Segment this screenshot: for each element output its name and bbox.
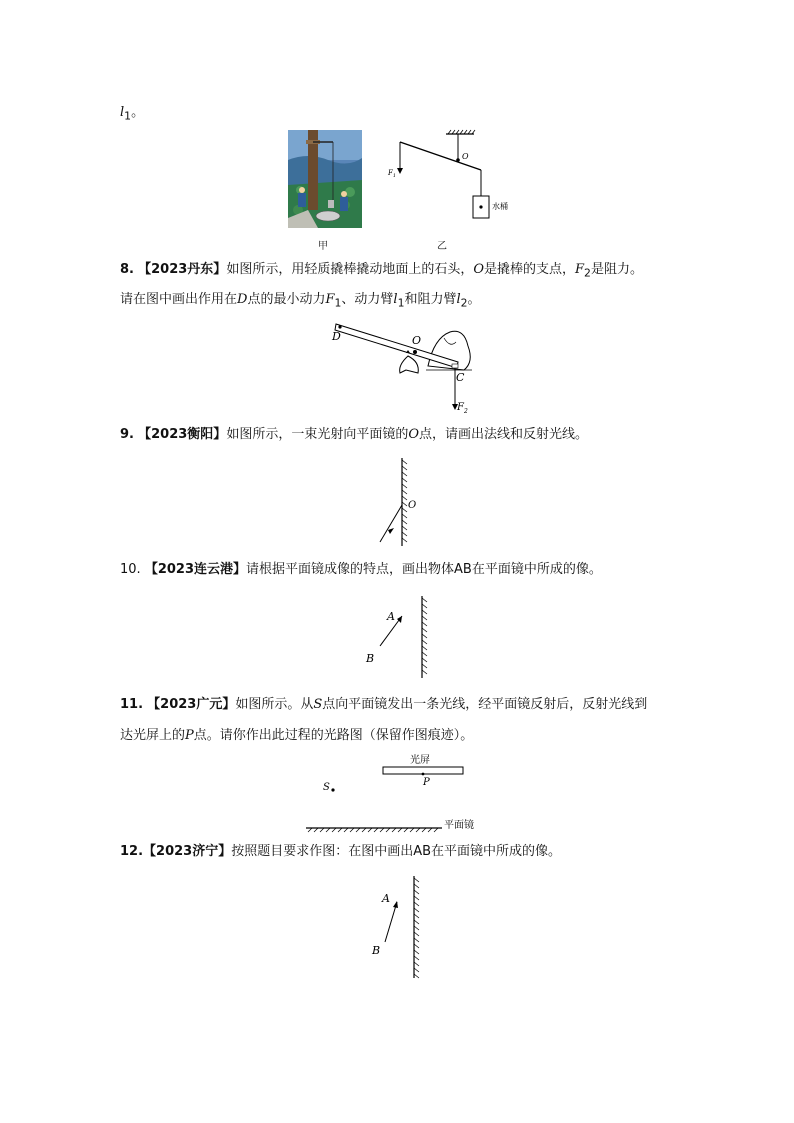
q11-l2-b: 点。请你作出此过程的光路图（保留作图痕迹）。 [193, 728, 474, 743]
q11-label-mirror: 平面镜 [444, 820, 474, 831]
question-8-line1 [120, 261, 643, 283]
q11-number: 11. [120, 697, 144, 712]
q11-screen-mirror-diagram [300, 750, 500, 836]
q8-var-l2-sub: 2 [460, 296, 468, 310]
q11-label-P: P [423, 777, 430, 788]
q10-mirror-drawing [360, 594, 440, 680]
q8-l2-c: 、动力臂 [341, 292, 394, 307]
q12-text: 按照题目要求作图：在图中画出AB在平面镜中所成的像。 [231, 844, 562, 859]
q9-mirror-diagram [370, 456, 430, 548]
q11-label-screen: 光屏 [410, 755, 430, 766]
q8-label-C: C [456, 371, 465, 384]
q8-text-c: 是阻力。 [590, 262, 643, 277]
q12-label-A: A [382, 892, 390, 905]
q9-text-b: 点，请画出法线和反射光线。 [419, 427, 589, 442]
q9-mirror-drawing [370, 456, 430, 548]
q8-var-F2-sub: 2 [584, 266, 591, 280]
q10-text: 请根据平面镜成像的特点，画出物体AB在平面镜中所成的像。 [246, 562, 602, 577]
q11-var-S: S [313, 697, 323, 712]
q12-mirror-diagram [364, 874, 434, 982]
q11-l2-a: 达光屏上的 [120, 728, 186, 743]
q12-number: 12. [120, 844, 144, 859]
q8-var-l2: l [456, 292, 461, 307]
var-l1: l [120, 105, 125, 120]
q8-l2-d: 和阻力臂 [404, 292, 457, 307]
q10-label-A: A [387, 610, 395, 623]
question-11-line2 [120, 727, 473, 745]
previous-question-tail [120, 104, 144, 126]
q10-label-B: B [366, 652, 375, 665]
caption-yi: 乙 [437, 241, 447, 252]
question-12 [120, 843, 561, 861]
label-F1: $F_1$ [388, 169, 397, 179]
q10-source: 【2023连云港】 [144, 562, 247, 577]
q10-mirror-diagram [360, 594, 440, 680]
question-11-line1 [120, 696, 647, 714]
q11-text-b: 点向平面镜发出一条光线，经平面镜反射后，反射光线到 [322, 697, 648, 712]
q8-var-O: O [473, 262, 484, 277]
q8-l2-e: 。 [467, 292, 481, 307]
well-illustration-drawing [288, 130, 362, 228]
q8-var-l1-sub: 1 [397, 296, 405, 310]
q9-text-a: 如图所示，一束光射向平面镜的 [226, 427, 409, 442]
q9-var-O: O [408, 427, 419, 442]
tail-punct: 。 [131, 105, 145, 120]
q11-text-a: 如图所示。从 [235, 697, 314, 712]
q8-label-D: D [332, 330, 341, 343]
q8-label-O: O [412, 334, 422, 347]
label-bucket: 水桶 [492, 202, 508, 211]
q11-source: 【2023广元】 [147, 697, 236, 712]
caption-jia: 甲 [318, 241, 328, 252]
q8-var-F1: F [325, 292, 335, 307]
question-10 [120, 561, 602, 579]
q8-var-F2: F [575, 262, 585, 277]
q11-screen-mirror-drawing [300, 750, 500, 836]
q8-l2-a: 请在图中画出作用在 [120, 292, 238, 307]
q12-mirror-drawing [364, 874, 434, 982]
q8-text-a: 如图所示，用轻质撬棒撬动地面上的石头， [226, 262, 474, 277]
q12-label-B: B [372, 944, 381, 957]
well-illustration [288, 130, 362, 228]
q8-var-F1-sub: 1 [334, 296, 342, 310]
var-l1-sub: 1 [124, 109, 132, 123]
q8-l2-b: 点的最小动力 [247, 292, 326, 307]
question-9 [120, 426, 588, 444]
bucket-lever-diagram [384, 126, 514, 226]
q12-source: 【2023济宁】 [143, 844, 232, 859]
q9-label-O: O [408, 500, 417, 511]
q8-var-D: D [237, 292, 248, 307]
q8-var-l1: l [393, 292, 398, 307]
q8-source: 【2023丹东】 [138, 262, 227, 277]
q9-number: 9. [120, 427, 134, 442]
question-8-line2 [120, 291, 481, 313]
q8-crowbar-diagram [326, 318, 486, 418]
q8-label-F2: $F_2$ [457, 402, 468, 415]
q10-number: 10. [120, 562, 141, 577]
q9-source: 【2023衡阳】 [138, 427, 227, 442]
label-O: O [462, 152, 469, 161]
bucket-lever-drawing [384, 126, 514, 226]
q8-crowbar-drawing [326, 318, 486, 418]
q8-text-b: 是撬棒的支点， [484, 262, 576, 277]
q11-var-P: P [185, 728, 194, 743]
q11-label-S: S [323, 782, 330, 793]
q8-number: 8. [120, 262, 134, 277]
